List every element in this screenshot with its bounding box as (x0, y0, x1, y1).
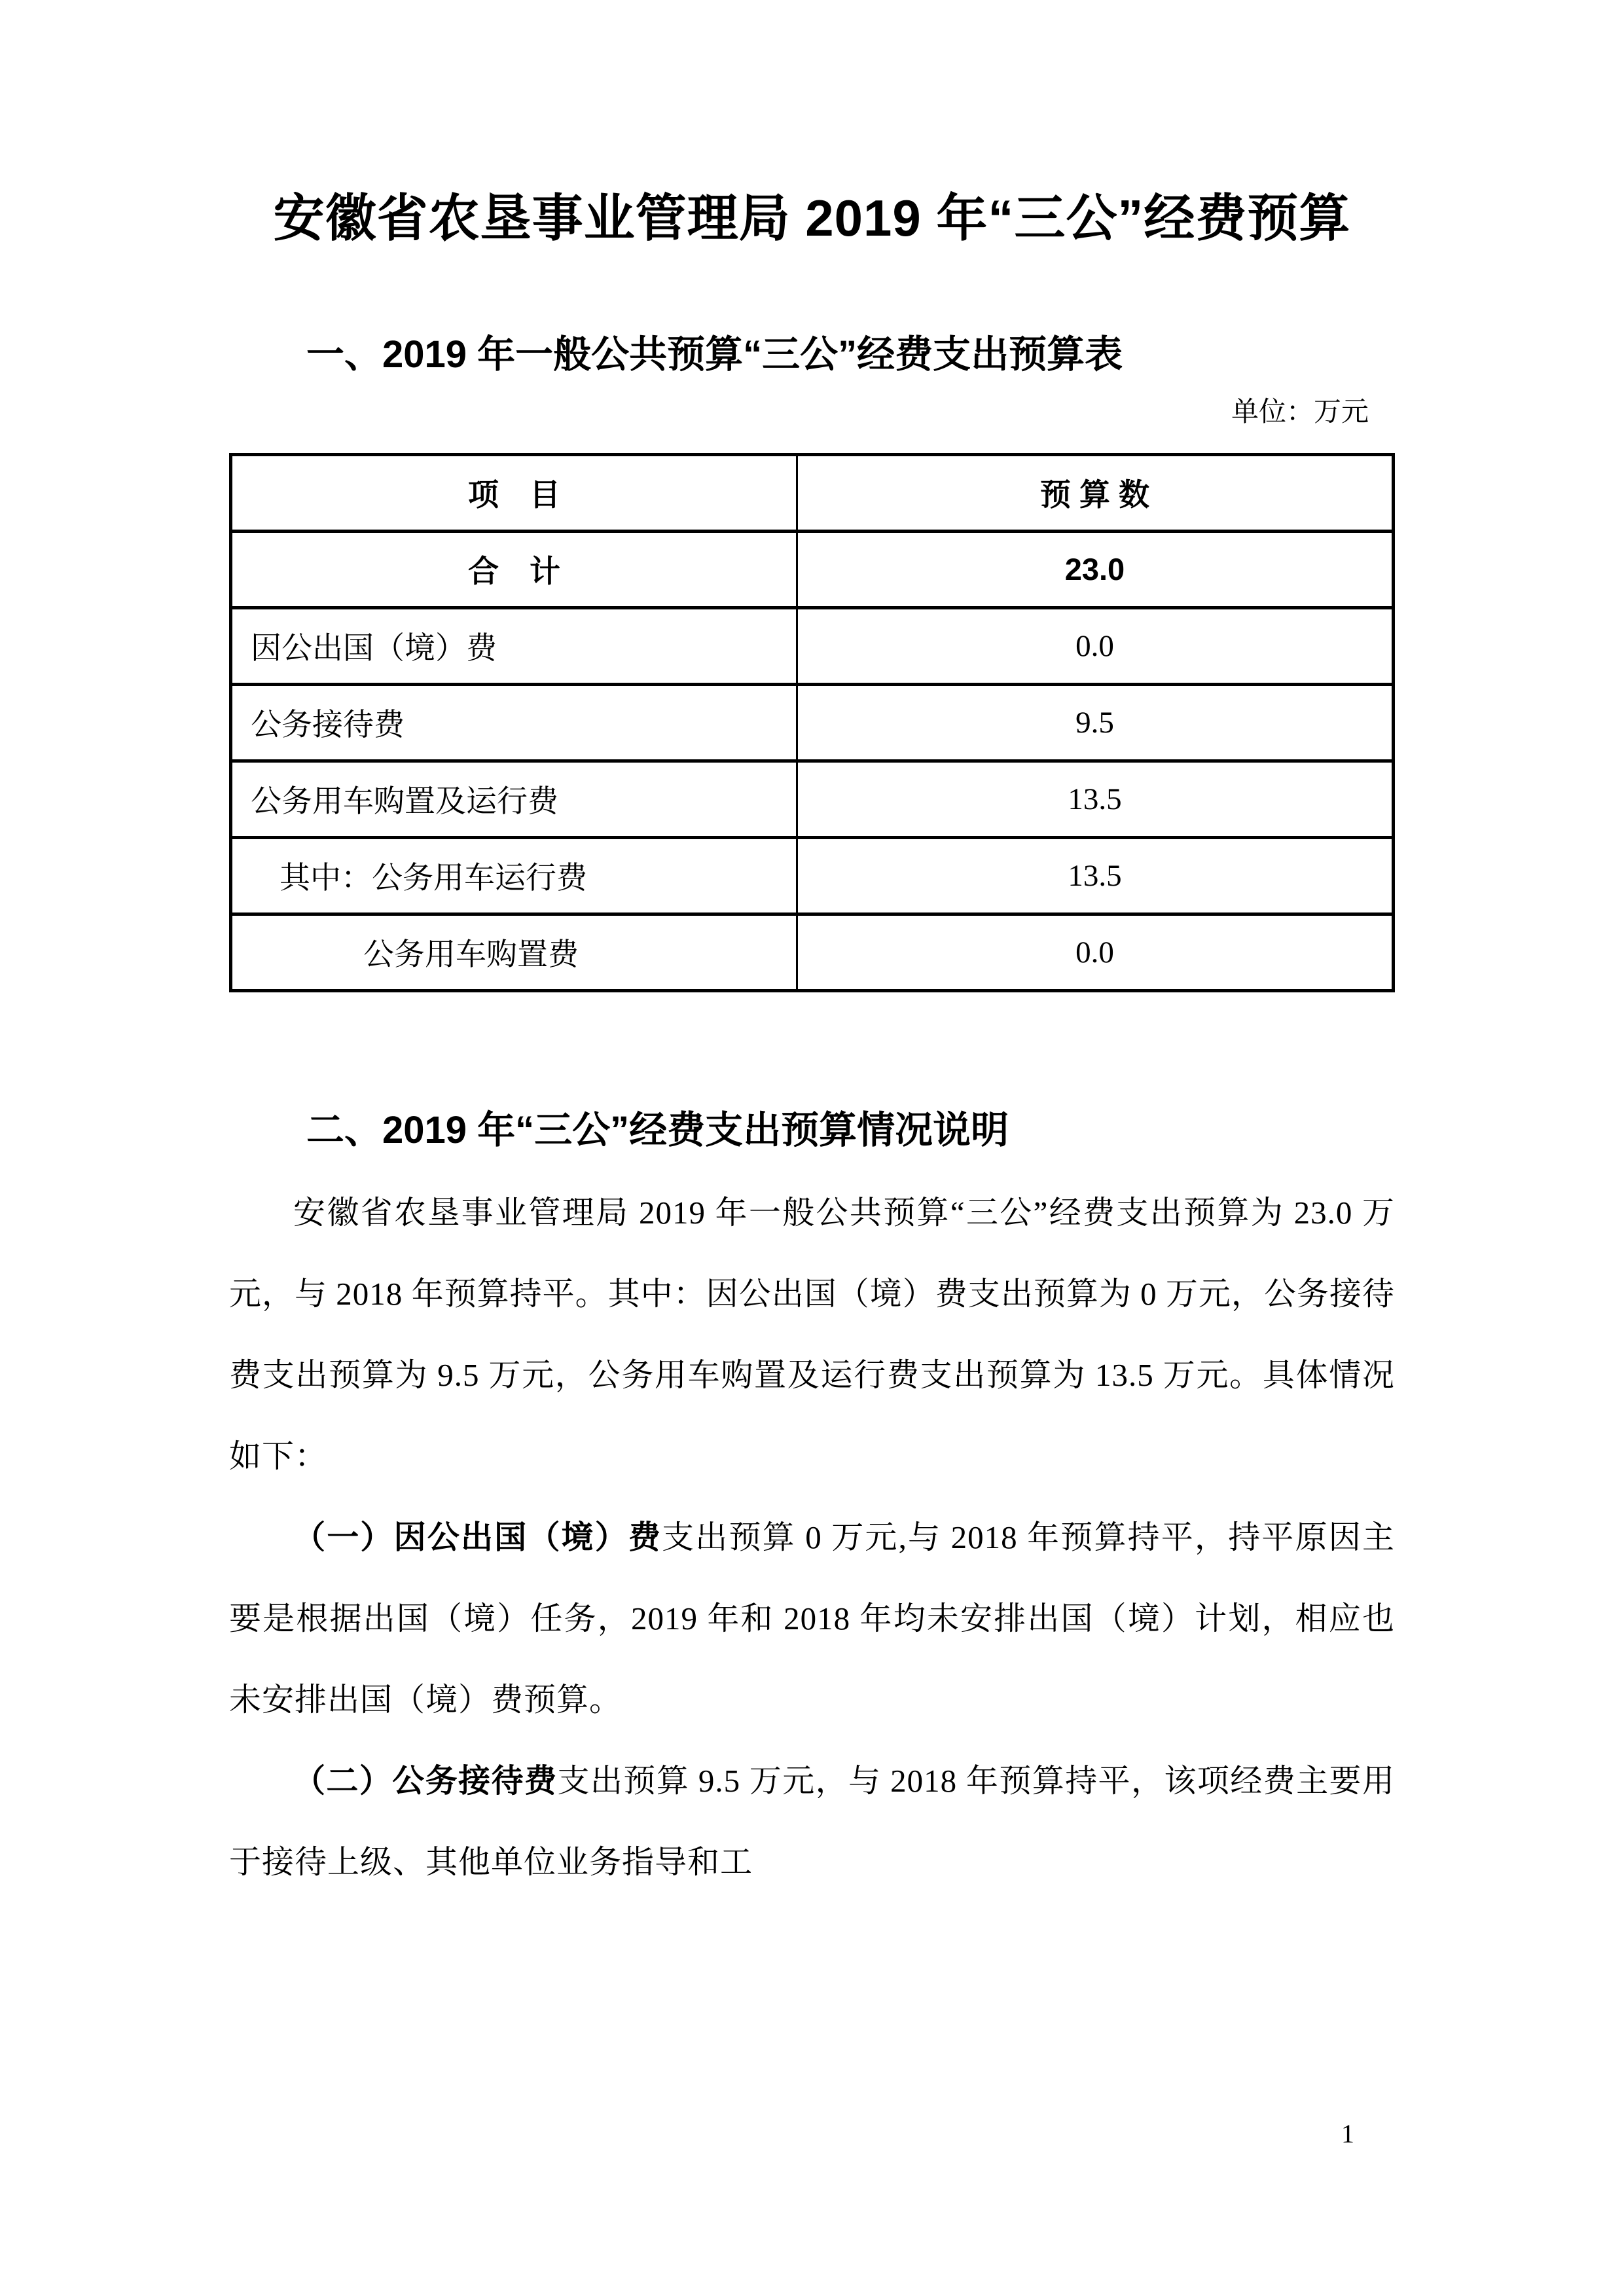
budget-table (229, 453, 1395, 992)
paragraph-text: 支出预算 0 万元,与 2018 年预算持平，持平原因主要是根据出国（境）任务，2019 年和 2018 年均未安排出国（境）计划，相应也未安排出国（境）费预算。 (229, 1519, 1395, 1718)
table-row (231, 684, 1394, 761)
paragraph (229, 1172, 1395, 1497)
row-value: 23.0 (797, 531, 1393, 607)
body-text (229, 1172, 1395, 1903)
page-title: 安徽省农垦事业管理局 2019 年“三公”经费预算 (273, 189, 1351, 247)
table-row-total (231, 531, 1394, 607)
page-number: 1 (1341, 2119, 1354, 2148)
table-header-budget: 预 算 数 (797, 454, 1393, 531)
table-row (231, 837, 1394, 914)
paragraph-text: 支出预算 9.5 万元，与 2018 年预算持平，该项经费主要用于接待上级、其他单位业务指导和工 (229, 1762, 1395, 1880)
row-label: 公务用车购置及运行费 (231, 761, 797, 837)
section-1-heading: 一、2019 年一般公共预算“三公”经费支出预算表 (306, 333, 1123, 376)
row-label: 其中：公务用车运行费 (231, 837, 797, 914)
row-label: 因公出国（境）费 (231, 607, 797, 684)
row-value: 0.0 (797, 914, 1393, 990)
table-header-row (231, 454, 1394, 531)
row-value: 13.5 (797, 761, 1393, 837)
table-row (231, 607, 1394, 684)
row-value: 0.0 (797, 607, 1393, 684)
table-row (231, 914, 1394, 990)
paragraph-text: 安徽省农垦事业管理局 2019 年一般公共预算“三公”经费支出预算为 23.0 万元，与 2018 年预算持平。其中：因公出国（境）费支出预算为 0 万元，公务接待费支出预算为 9.5 万元，公务用车购置及运行费支出预算为 13.5 万元。具体情况如下： (229, 1194, 1395, 1474)
paragraph-bold-prefix: （二）公务接待费 (293, 1762, 558, 1799)
row-label: 公务用车购置费 (231, 914, 797, 990)
paragraph-bold-prefix: （一）因公出国（境）费 (293, 1519, 662, 1555)
row-label: 合 计 (231, 531, 797, 607)
row-value: 9.5 (797, 684, 1393, 761)
table-row (231, 761, 1394, 837)
section-2-heading: 二、2019 年“三公”经费支出预算情况说明 (306, 1108, 1009, 1151)
paragraph (229, 1497, 1395, 1741)
row-label: 公务接待费 (231, 684, 797, 761)
row-value: 13.5 (797, 837, 1393, 914)
paragraph (229, 1741, 1395, 1903)
unit-label: 单位：万元 (1231, 397, 1369, 427)
table-header-item: 项 目 (231, 454, 797, 531)
